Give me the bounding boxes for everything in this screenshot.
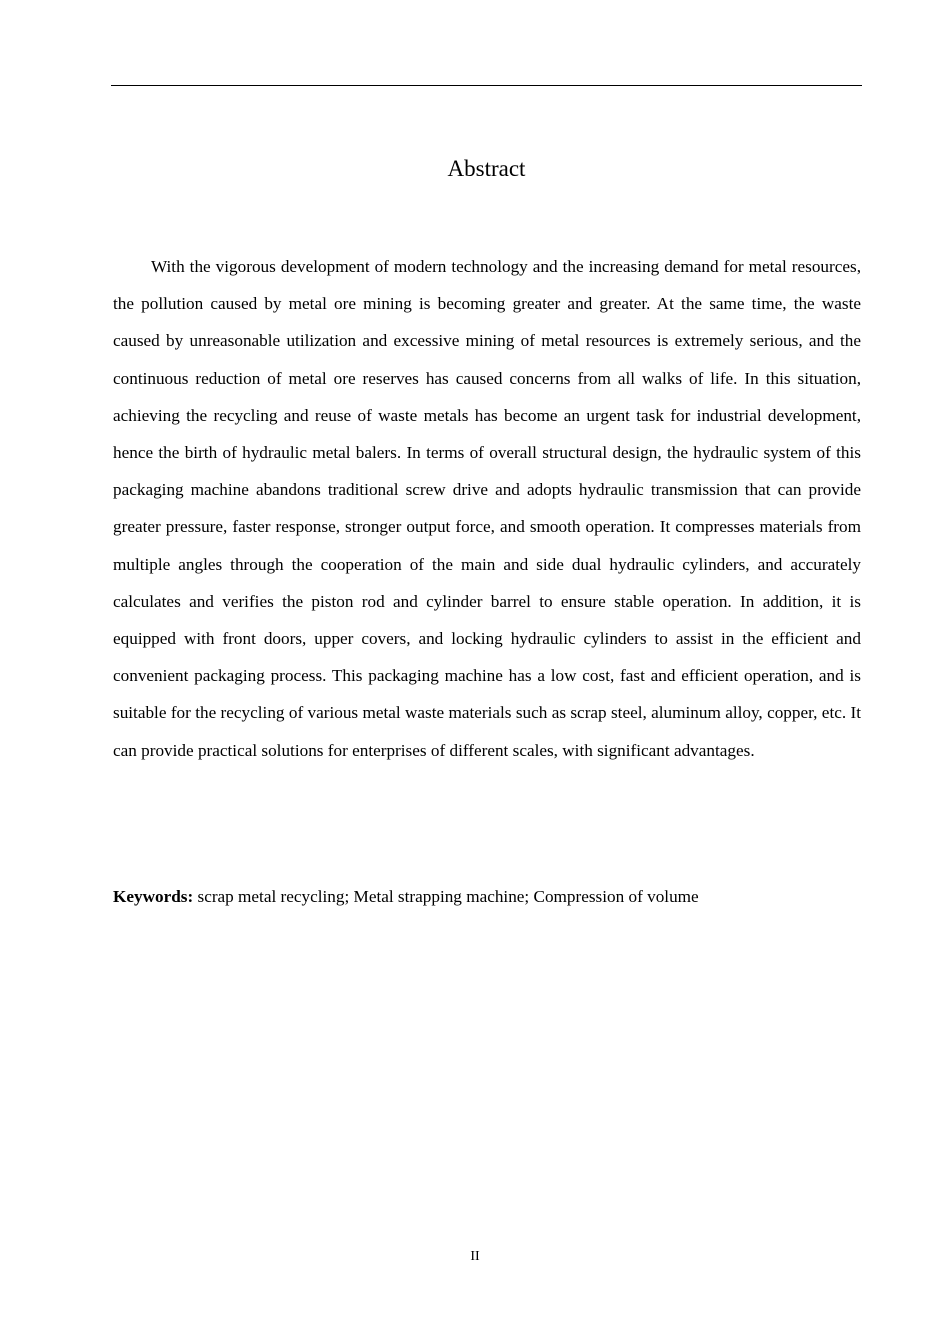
keywords-label: Keywords: bbox=[113, 887, 194, 906]
page-number: II bbox=[470, 1249, 480, 1264]
abstract-paragraph: With the vigorous development of modern technology and the increasing demand for metal resources, the pollution caused by metal ore mining is becoming greater and greater. At the same time, the waste caused by unreasonable utilization and excessive mining of metal resources is extremely serious, and the continuous reduction of metal ore reserves has caused concerns from all walks of life. In this situation, achieving the recycling and reuse of waste metals has become an urgent task for industrial development, hence the birth of hydraulic metal balers. In terms of overall structural design, the hydraulic system of this packaging machine abandons traditional screw drive and adopts hydraulic transmission that can provide greater pressure, faster response, stronger output force, and smooth operation. It compresses materials from multiple angles through the cooperation of the main and side dual hydraulic cylinders, and accurately calculates and verifies the piston rod and cylinder barrel to ensure stable operation. In addition, it is equipped with front doors, upper covers, and locking hydraulic cylinders to assist in the efficient and convenient packaging process. This packaging machine has a low cost, fast and efficient operation, and is suitable for the recycling of various metal waste materials such as scrap steel, aluminum alloy, copper, etc. It can provide practical solutions for enterprises of different scales, with significant advantages. bbox=[113, 257, 861, 760]
keywords-line bbox=[113, 880, 861, 914]
header-rule bbox=[111, 85, 862, 86]
keywords-list: scrap metal recycling; Metal strapping machine; Compression of volume bbox=[193, 887, 699, 906]
page-title: Abstract bbox=[447, 156, 526, 181]
